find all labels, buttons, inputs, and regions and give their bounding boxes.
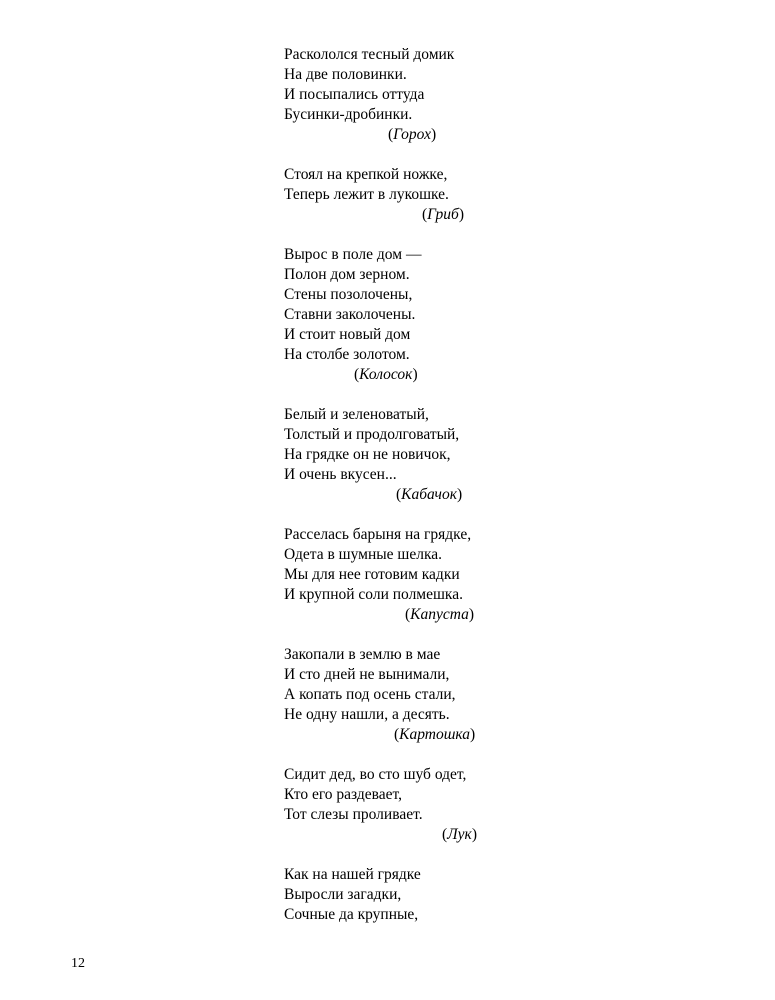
riddle-line: И стоит новый дом xyxy=(284,326,411,343)
answer-word: Капуста xyxy=(410,606,469,623)
answer-word: Картошка xyxy=(399,726,471,743)
riddle-line: Тот слезы проливает. xyxy=(284,806,423,823)
riddle-answer: (Капуста) xyxy=(405,606,475,623)
riddle-line: Теперь лежит в лукошке. xyxy=(284,186,449,203)
riddle-answer: (Колосок) xyxy=(354,366,418,383)
riddle xyxy=(284,645,514,745)
riddle-line: Расселась барыня на грядке, xyxy=(284,526,472,543)
riddle-line: А копать под осень стали, xyxy=(284,686,456,703)
riddle xyxy=(284,525,514,625)
answer-word: Гриб xyxy=(427,206,459,223)
riddle xyxy=(284,245,514,385)
answer-word: Колосок xyxy=(359,366,413,383)
riddle-answer: (Картошка) xyxy=(394,726,476,743)
riddle-line: Ставни заколочены. xyxy=(284,306,416,323)
riddle-line: Белый и зеленоватый, xyxy=(284,406,429,423)
riddle-line: Толстый и продолговатый, xyxy=(284,426,460,443)
riddle-line: Выросли загадки, xyxy=(284,886,402,903)
riddle-line: Как на нашей грядке xyxy=(284,866,421,883)
riddles-column xyxy=(284,45,514,945)
riddle-line: Одета в шумные шелка. xyxy=(284,546,443,563)
riddle-line: И сто дней не вынимали, xyxy=(284,666,450,683)
riddle-line: И посыпались оттуда xyxy=(284,86,425,103)
answer-word: Горох xyxy=(393,126,432,143)
riddle-line: И очень вкусен... xyxy=(284,466,397,483)
riddle-line: Стены позолочены, xyxy=(284,286,413,303)
riddle-line: Раскололся тесный домик xyxy=(284,46,455,63)
riddle xyxy=(284,865,514,925)
riddle xyxy=(284,45,514,145)
riddle-answer: (Кабачок) xyxy=(396,486,463,503)
riddle-line: Бусинки-дробинки. xyxy=(284,106,413,123)
riddle-line: Кто его раздевает, xyxy=(284,786,403,803)
riddle-line: Сидит дед, во сто шуб одет, xyxy=(284,766,467,783)
answer-word: Кабачок xyxy=(401,486,457,503)
riddle-answer: (Гриб) xyxy=(422,206,465,223)
riddle-line: На столбе золотом. xyxy=(284,346,410,363)
riddle-line: Не одну нашли, а десять. xyxy=(284,706,450,723)
riddle-line: На грядке он не новичок, xyxy=(284,446,451,463)
answer-word: Лук xyxy=(447,826,472,843)
riddle-line: Полон дом зерном. xyxy=(284,266,410,283)
riddle xyxy=(284,165,514,225)
riddle-line: На две половинки. xyxy=(284,66,407,83)
riddle-line: Вырос в поле дом — xyxy=(284,246,422,263)
riddle-line: И крупной соли полмешка. xyxy=(284,586,463,603)
riddle-answer: (Лук) xyxy=(442,826,477,843)
riddle xyxy=(284,765,514,845)
riddle-line: Закопали в землю в мае xyxy=(284,646,441,663)
riddle xyxy=(284,405,514,505)
riddle-answer: (Горох) xyxy=(388,126,437,143)
riddle-line: Мы для нее готовим кадки xyxy=(284,566,460,583)
riddle-line: Стоял на крепкой ножке, xyxy=(284,166,448,183)
riddle-line: Сочные да крупные, xyxy=(284,906,419,923)
page-number: 12 xyxy=(71,956,85,971)
